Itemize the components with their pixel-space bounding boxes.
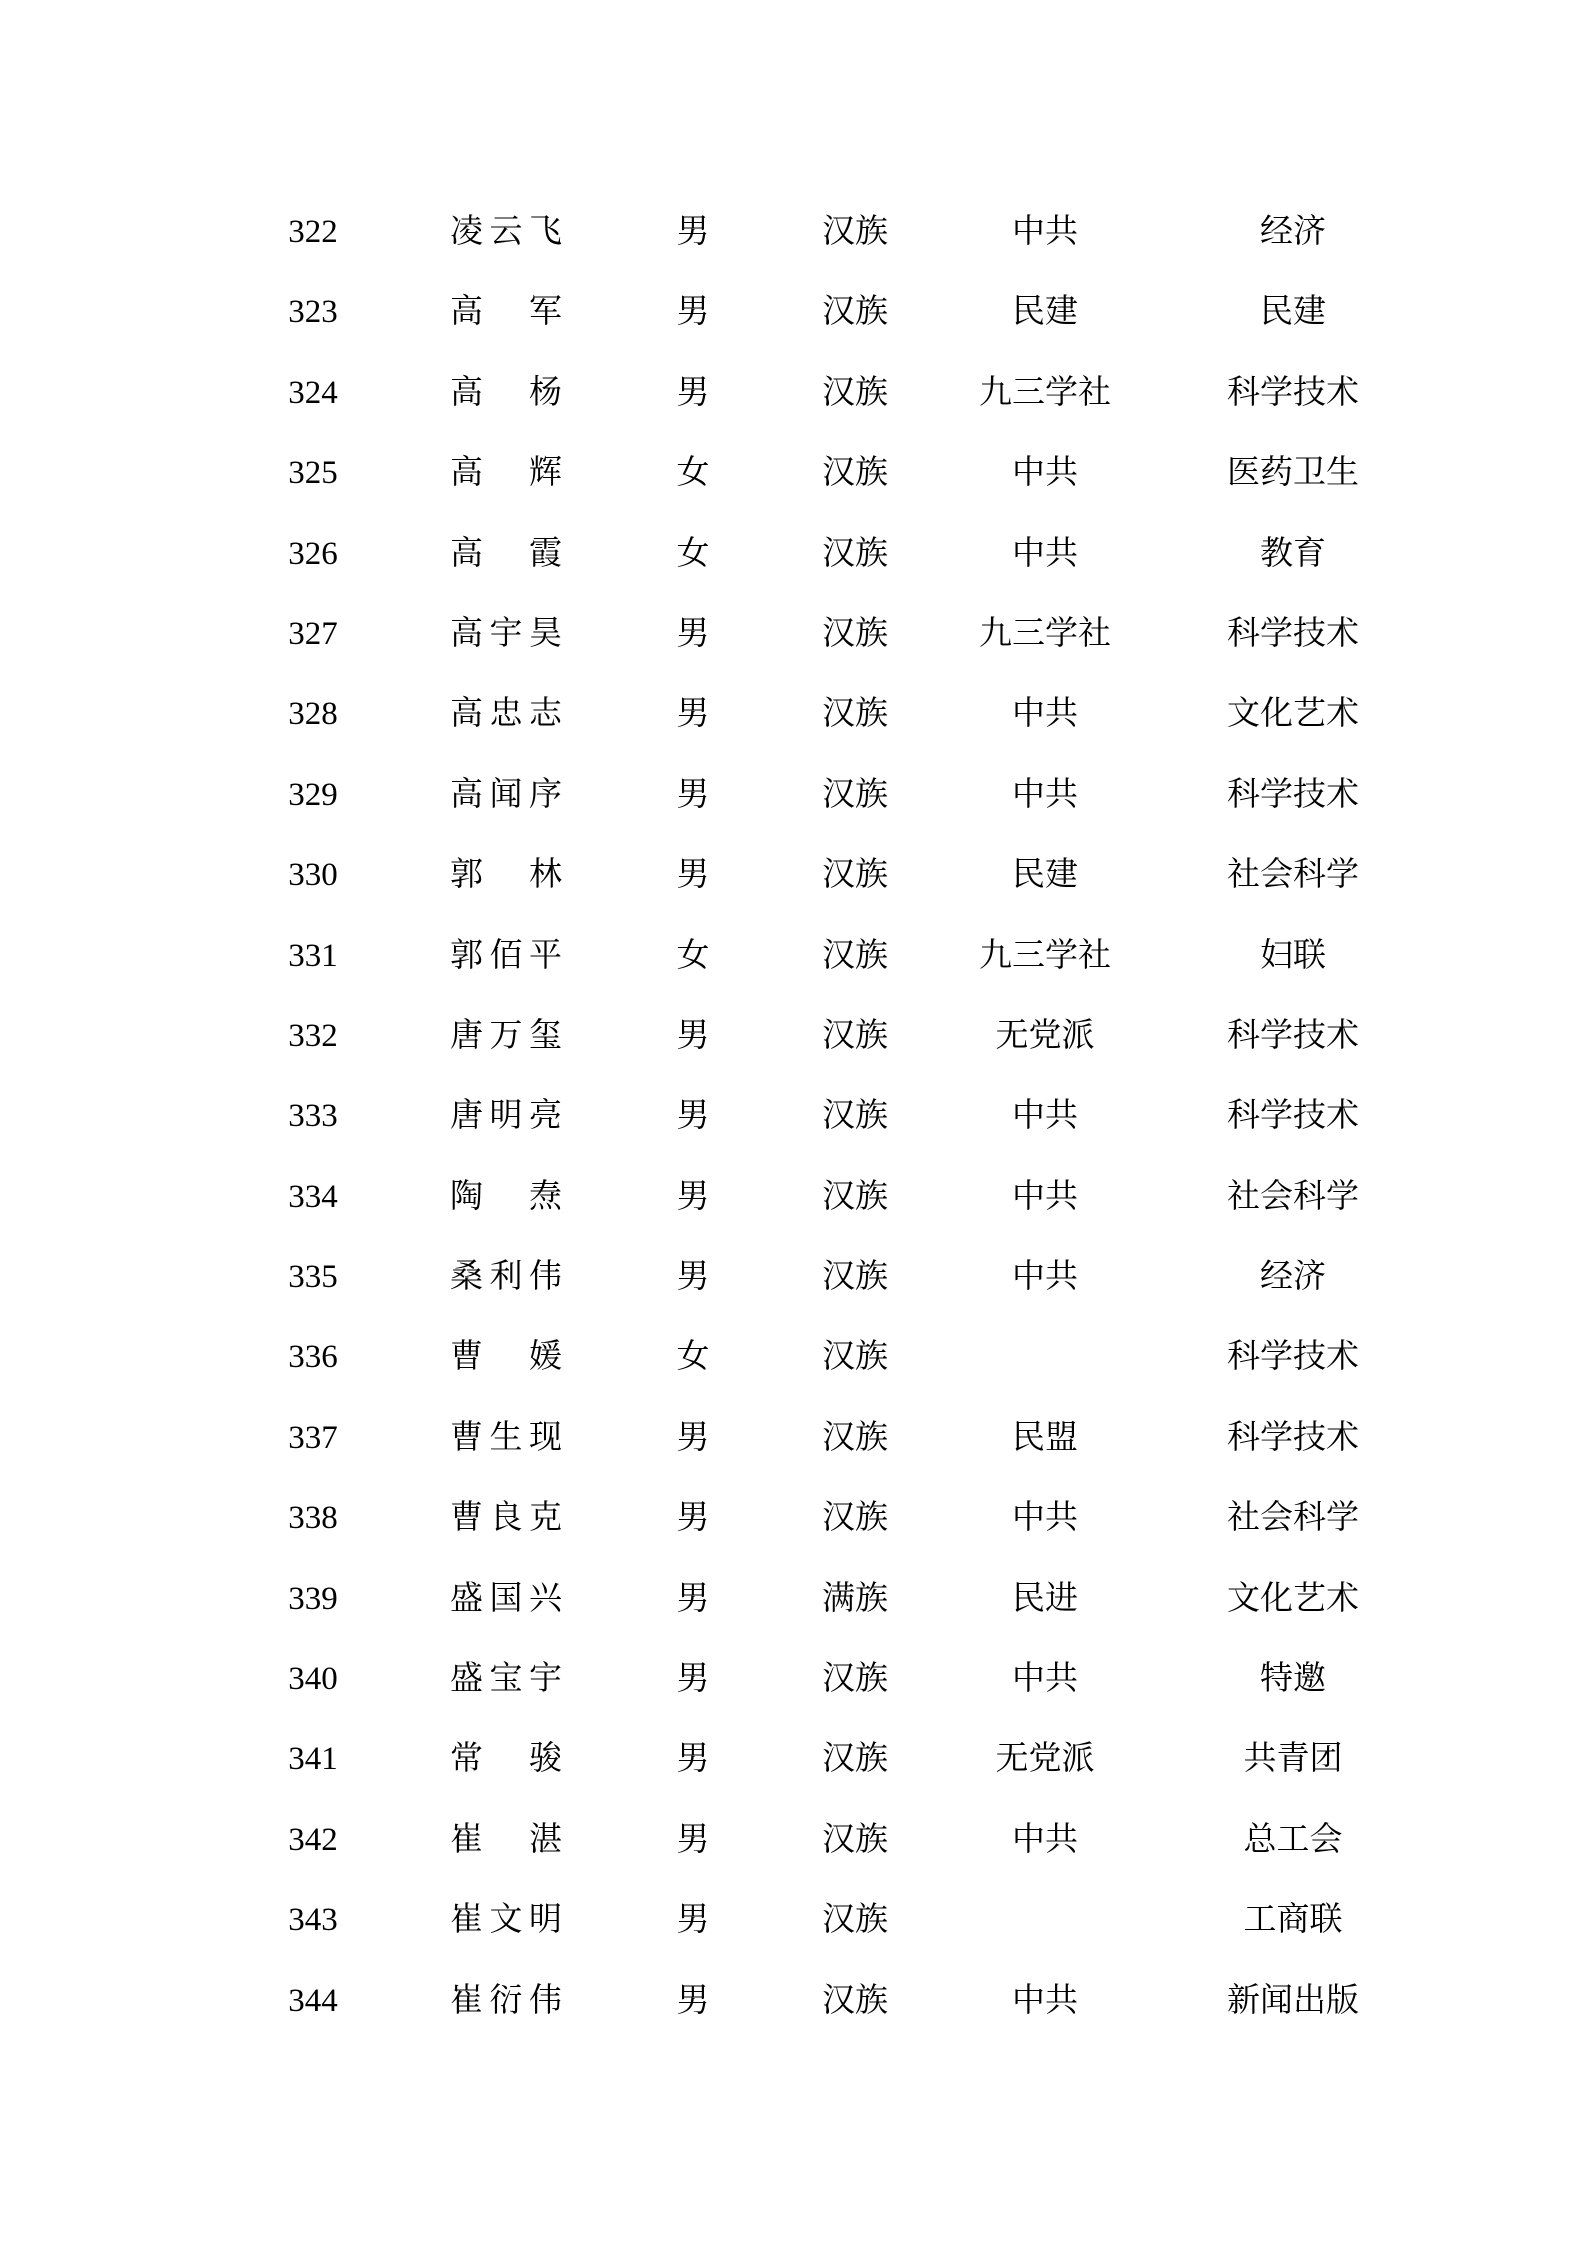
cell-number: 323 [288,294,338,331]
table-row [0,1800,1587,1880]
table-row [0,192,1587,272]
cell-ethnicity: 汉族 [822,857,888,894]
cell-gender: 男 [676,1982,710,2019]
table-row [0,1398,1587,1478]
table-row [0,835,1587,915]
cell-gender: 男 [676,1500,710,1537]
cell-party: 中共 [1012,1500,1078,1537]
cell-number: 343 [288,1902,338,1939]
cell-name: 常骏 [450,1741,562,1778]
cell-name: 桑利伟 [450,1259,562,1296]
cell-sector: 文化艺术 [1227,696,1359,733]
cell-sector: 社会科学 [1227,1178,1359,1215]
cell-sector: 经济 [1260,214,1326,250]
cell-ethnicity: 汉族 [822,1741,888,1778]
cell-party: 中共 [1012,1098,1078,1135]
cell-name: 崔湛 [450,1821,562,1858]
cell-number: 342 [288,1821,338,1858]
cell-number: 330 [288,857,338,894]
cell-gender: 男 [676,1661,710,1698]
cell-gender: 男 [676,1017,710,1054]
cell-number: 334 [288,1178,338,1215]
cell-name: 崔衍伟 [450,1982,562,2019]
cell-number: 339 [288,1580,338,1617]
cell-party: 中共 [1012,535,1078,572]
cell-party: 中共 [1012,1982,1078,2019]
cell-name: 高军 [450,294,562,331]
cell-number: 341 [288,1741,338,1778]
cell-gender: 男 [676,1178,710,1215]
cell-name: 唐明亮 [450,1098,562,1135]
cell-gender: 男 [676,294,710,331]
cell-party: 中共 [1012,1821,1078,1858]
table-row [0,1719,1587,1799]
cell-number: 324 [288,374,338,411]
cell-number: 328 [288,696,338,733]
cell-name: 高闻序 [450,776,562,813]
cell-party: 民盟 [1012,1419,1078,1456]
table-row [0,674,1587,754]
cell-sector: 新闻出版 [1227,1982,1359,2019]
cell-name: 陶焘 [450,1178,562,1215]
table-row [0,272,1587,352]
cell-party: 中共 [1012,455,1078,492]
cell-gender: 男 [676,615,710,652]
cell-name: 凌云飞 [450,214,562,250]
table-row [0,1317,1587,1397]
cell-party: 无党派 [995,1017,1095,1054]
cell-sector: 共青团 [1243,1741,1343,1778]
cell-sector: 科学技术 [1227,776,1359,813]
cell-sector: 经济 [1260,1259,1326,1296]
cell-number: 327 [288,615,338,652]
cell-sector: 科学技术 [1227,1017,1359,1054]
cell-gender: 男 [676,1580,710,1617]
cell-party [973,1880,1117,1960]
cell-ethnicity: 汉族 [822,1661,888,1698]
cell-gender: 男 [676,696,710,733]
cell-ethnicity: 汉族 [822,455,888,492]
cell-gender: 男 [676,374,710,411]
cell-name: 唐万玺 [450,1017,562,1054]
cell-sector: 科学技术 [1227,374,1359,411]
cell-name: 高辉 [450,455,562,492]
cell-gender: 女 [676,455,710,492]
cell-number: 337 [288,1419,338,1456]
table-row [0,433,1587,513]
cell-ethnicity: 汉族 [822,1017,888,1054]
cell-party: 民进 [1012,1580,1078,1617]
cell-sector: 科学技术 [1227,1419,1359,1456]
cell-sector: 特邀 [1260,1661,1326,1698]
cell-ethnicity: 汉族 [822,374,888,411]
cell-sector: 教育 [1260,535,1326,572]
cell-number: 322 [288,214,338,250]
cell-ethnicity: 汉族 [822,696,888,733]
table-row [0,1478,1587,1558]
table-row [0,1076,1587,1156]
cell-sector: 科学技术 [1227,1098,1359,1135]
cell-name: 崔文明 [450,1902,562,1939]
cell-ethnicity: 汉族 [822,535,888,572]
cell-sector: 科学技术 [1227,1339,1359,1376]
cell-name: 曹生现 [450,1419,562,1456]
cell-number: 325 [288,455,338,492]
cell-number: 335 [288,1259,338,1296]
cell-gender: 男 [676,1902,710,1939]
cell-name: 高杨 [450,374,562,411]
cell-name: 高宇昊 [450,615,562,652]
cell-number: 333 [288,1098,338,1135]
cell-name: 盛宝宇 [450,1661,562,1698]
table-row [0,1237,1587,1317]
table-row [0,1639,1587,1719]
cell-gender: 男 [676,776,710,813]
cell-sector: 科学技术 [1227,615,1359,652]
cell-number: 344 [288,1982,338,2019]
roster-table [0,192,1587,2041]
cell-name: 高霞 [450,535,562,572]
table-row [0,353,1587,433]
cell-number: 332 [288,1017,338,1054]
cell-gender: 男 [676,1259,710,1296]
cell-sector: 医药卫生 [1227,455,1359,492]
table-row [0,1961,1587,2041]
table-row [0,1157,1587,1237]
cell-sector: 社会科学 [1227,1500,1359,1537]
cell-sector: 民建 [1260,294,1326,331]
cell-party: 中共 [1012,776,1078,813]
table-row [0,996,1587,1076]
cell-name: 郭佰平 [450,937,562,974]
cell-party: 中共 [1012,1259,1078,1296]
cell-sector: 总工会 [1243,1821,1343,1858]
cell-ethnicity: 汉族 [822,1259,888,1296]
cell-gender: 男 [676,214,710,250]
cell-ethnicity: 汉族 [822,1982,888,2019]
cell-gender: 男 [676,1821,710,1858]
table-row [0,755,1587,835]
table-row [0,1880,1587,1960]
cell-party: 九三学社 [979,374,1111,411]
cell-party: 九三学社 [979,937,1111,974]
table-row [0,514,1587,594]
cell-gender: 女 [676,1339,710,1376]
cell-ethnicity: 汉族 [822,1500,888,1537]
cell-ethnicity: 汉族 [822,937,888,974]
cell-ethnicity: 汉族 [822,214,888,250]
cell-number: 326 [288,535,338,572]
table-row [0,594,1587,674]
cell-ethnicity: 汉族 [822,1098,888,1135]
cell-party: 九三学社 [979,615,1111,652]
cell-ethnicity: 汉族 [822,1178,888,1215]
cell-sector: 文化艺术 [1227,1580,1359,1617]
cell-party: 中共 [1012,696,1078,733]
table-row [0,1559,1587,1639]
cell-party: 民建 [1012,857,1078,894]
cell-gender: 男 [676,857,710,894]
cell-gender: 男 [676,1419,710,1456]
cell-name: 曹媛 [450,1339,562,1376]
cell-ethnicity: 汉族 [822,294,888,331]
cell-gender: 女 [676,937,710,974]
cell-party: 中共 [1012,1178,1078,1215]
cell-party: 无党派 [995,1741,1095,1778]
cell-gender: 女 [676,535,710,572]
cell-name: 曹良克 [450,1500,562,1537]
cell-number: 340 [288,1661,338,1698]
cell-sector: 社会科学 [1227,857,1359,894]
cell-ethnicity: 汉族 [822,615,888,652]
cell-ethnicity: 汉族 [822,1821,888,1858]
cell-party: 中共 [1012,214,1078,250]
cell-number: 331 [288,937,338,974]
cell-sector: 工商联 [1243,1902,1343,1939]
cell-party [973,1317,1117,1397]
table-row [0,916,1587,996]
cell-name: 郭林 [450,857,562,894]
cell-gender: 男 [676,1741,710,1778]
cell-number: 336 [288,1339,338,1376]
cell-party: 民建 [1012,294,1078,331]
cell-ethnicity: 汉族 [822,1339,888,1376]
cell-party: 中共 [1012,1661,1078,1698]
cell-ethnicity: 汉族 [822,1902,888,1939]
cell-ethnicity: 汉族 [822,776,888,813]
cell-name: 高忠志 [450,696,562,733]
cell-gender: 男 [676,1098,710,1135]
cell-ethnicity: 满族 [822,1580,888,1617]
cell-number: 338 [288,1500,338,1537]
cell-ethnicity: 汉族 [822,1419,888,1456]
cell-sector: 妇联 [1260,937,1326,974]
cell-name: 盛国兴 [450,1580,562,1617]
cell-number: 329 [288,776,338,813]
